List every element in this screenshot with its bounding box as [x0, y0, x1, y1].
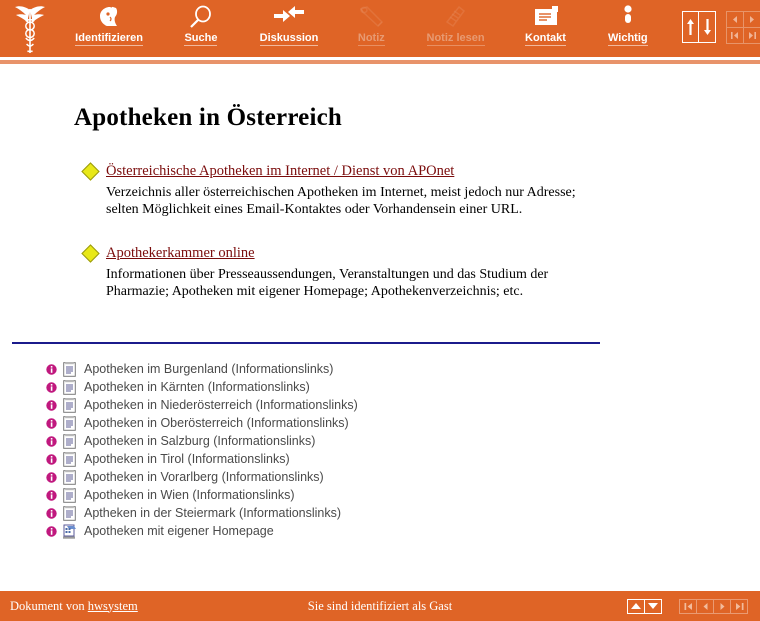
- top-toolbar: [0, 0, 760, 57]
- list-item[interactable]: [46, 504, 760, 522]
- list-item-label: Aptheken in der Steiermark (Informationslinks): [84, 506, 342, 520]
- toolbar-label-suche: Suche: [184, 32, 218, 44]
- list-item-label: Apotheken im Burgenland (Informationslinks): [84, 362, 334, 376]
- info-circle-icon[interactable]: [46, 472, 57, 483]
- toolbar-item-kontakt[interactable]: [503, 0, 587, 57]
- info-circle-icon[interactable]: [46, 400, 57, 411]
- footer-author-link[interactable]: hwsystem: [87, 598, 138, 613]
- triangle-up-icon: [631, 603, 641, 609]
- list-item-label: Apotheken in Salzburg (Informationslinks): [84, 434, 316, 448]
- link-description-apothekerkammer: Informationen über Presseaussendungen, Veranstaltungen und das Studium der Pharmazie; Apotheken mit eigener Homepage; Apothekenverzeichnis; etc.: [106, 267, 549, 299]
- page-title: Apotheken in Österreich: [74, 104, 343, 131]
- info-circle-icon[interactable]: [46, 508, 57, 519]
- footer-controls: [628, 599, 760, 614]
- footer-scroll-controls: [628, 599, 662, 614]
- list-item-label: Apotheken in Wien (Informationslinks): [84, 488, 295, 502]
- list-item-label: Apotheken in Niederösterreich (Informationslinks): [84, 398, 358, 412]
- document-icon[interactable]: [63, 416, 76, 431]
- list-item[interactable]: [46, 468, 760, 486]
- footer-status-text: Sie sind identifiziert als Gast: [307, 598, 453, 613]
- list-item[interactable]: [46, 450, 760, 468]
- document-icon[interactable]: [63, 398, 76, 413]
- toolbar-nav-last-button[interactable]: [743, 27, 760, 44]
- status-bar: [0, 591, 760, 621]
- toolbar-label-identifizieren: Identifizieren: [75, 32, 144, 44]
- list-item-label: Apotheken mit eigener Homepage: [84, 524, 274, 538]
- toolbar-item-suche[interactable]: [159, 0, 243, 57]
- toolbar-scroll-controls: [682, 11, 716, 43]
- list-item-label: Apotheken in Oberösterreich (Informationslinks): [84, 416, 349, 430]
- info-circle-icon[interactable]: [46, 526, 57, 537]
- toolbar-item-diskussion[interactable]: [243, 0, 335, 57]
- toolbar-nav-prev-button[interactable]: [726, 11, 744, 28]
- toolbar-item-wichtig[interactable]: [588, 0, 668, 57]
- link-block-aponet: [0, 162, 760, 218]
- list-item-label: Apotheken in Vorarlberg (Informationslinks): [84, 470, 324, 484]
- toolbar-label-kontakt: Kontakt: [525, 32, 566, 44]
- link-description-aponet: Verzeichnis aller österreichischen Apotheken im Internet, meist jedoch nur Adresse; selten Möglichkeit eines Email-Kontaktes oder Vorhandensein einer URL.: [106, 185, 576, 217]
- section-divider: [12, 342, 600, 344]
- list-item[interactable]: [46, 486, 760, 504]
- magnifier-icon: [188, 4, 214, 30]
- footer-nav-controls: [680, 599, 748, 614]
- link-aponet[interactable]: Österreichische Apotheken im Internet / Dienst von APOnet: [106, 163, 455, 179]
- toolbar-label-diskussion: Diskussion: [259, 32, 319, 44]
- head-profile-icon: [96, 4, 122, 30]
- link-block-apothekerkammer: [0, 244, 760, 300]
- info-circle-icon[interactable]: [46, 436, 57, 447]
- document-icon[interactable]: [63, 452, 76, 467]
- list-item[interactable]: [46, 360, 760, 378]
- toolbar-scroll-down-button[interactable]: [699, 11, 716, 43]
- toolbar-scroll-up-button[interactable]: [682, 11, 699, 43]
- list-item[interactable]: [46, 378, 760, 396]
- toolbar-item-identifizieren[interactable]: [59, 0, 159, 57]
- exclamation-icon: [619, 4, 637, 30]
- list-item[interactable]: [46, 522, 760, 540]
- footer-next-button[interactable]: [713, 599, 731, 614]
- list-item-label: Apotheken in Kärnten (Informationslinks): [84, 380, 310, 394]
- info-circle-icon[interactable]: [46, 418, 57, 429]
- document-icon[interactable]: [63, 362, 76, 377]
- toolbar-label-notiz-lesen: Notiz lesen: [426, 32, 485, 44]
- document-icon[interactable]: [63, 434, 76, 449]
- footer-scroll-down-button[interactable]: [644, 599, 662, 614]
- info-circle-icon[interactable]: [46, 490, 57, 501]
- arrows-exchange-icon: [272, 4, 306, 30]
- page-content: [0, 64, 760, 540]
- info-circle-icon[interactable]: [46, 454, 57, 465]
- toolbar-nav-pad: [726, 11, 760, 43]
- footer-prev-button[interactable]: [696, 599, 714, 614]
- list-item[interactable]: [46, 396, 760, 414]
- list-item[interactable]: [46, 432, 760, 450]
- link-apothekerkammer[interactable]: Apothekerkammer online: [106, 245, 255, 261]
- toolbar-item-notiz-lesen[interactable]: [408, 0, 504, 57]
- yellow-diamond-icon: [81, 244, 99, 262]
- footer-scroll-up-button[interactable]: [627, 599, 645, 614]
- footer-document-author: [0, 599, 138, 614]
- toolbar-nav-next-button[interactable]: [743, 11, 760, 28]
- toolbar-nav-first-button[interactable]: [726, 27, 744, 44]
- envelope-icon: [532, 4, 560, 30]
- pencil-icon: [357, 4, 385, 30]
- caduceus-logo: [0, 0, 59, 57]
- document-icon[interactable]: [63, 488, 76, 503]
- info-circle-icon[interactable]: [46, 382, 57, 393]
- footer-last-button[interactable]: [730, 599, 748, 614]
- document-icon[interactable]: [63, 380, 76, 395]
- footer-first-button[interactable]: [679, 599, 697, 614]
- triangle-down-icon: [648, 603, 658, 609]
- yellow-diamond-icon: [81, 162, 99, 180]
- toolbar-item-notiz[interactable]: [335, 0, 408, 57]
- homepage-icon[interactable]: [63, 524, 76, 539]
- list-item-label: Apotheken in Tirol (Informationslinks): [84, 452, 290, 466]
- note-read-icon: [443, 4, 469, 30]
- document-icon[interactable]: [63, 506, 76, 521]
- info-circle-icon[interactable]: [46, 364, 57, 375]
- toolbar-label-notiz: Notiz: [357, 32, 385, 44]
- footer-prefix: Dokument von: [10, 598, 88, 613]
- list-item[interactable]: [46, 414, 760, 432]
- info-links-list: [0, 360, 760, 540]
- toolbar-label-wichtig: Wichtig: [607, 32, 648, 44]
- document-icon[interactable]: [63, 470, 76, 485]
